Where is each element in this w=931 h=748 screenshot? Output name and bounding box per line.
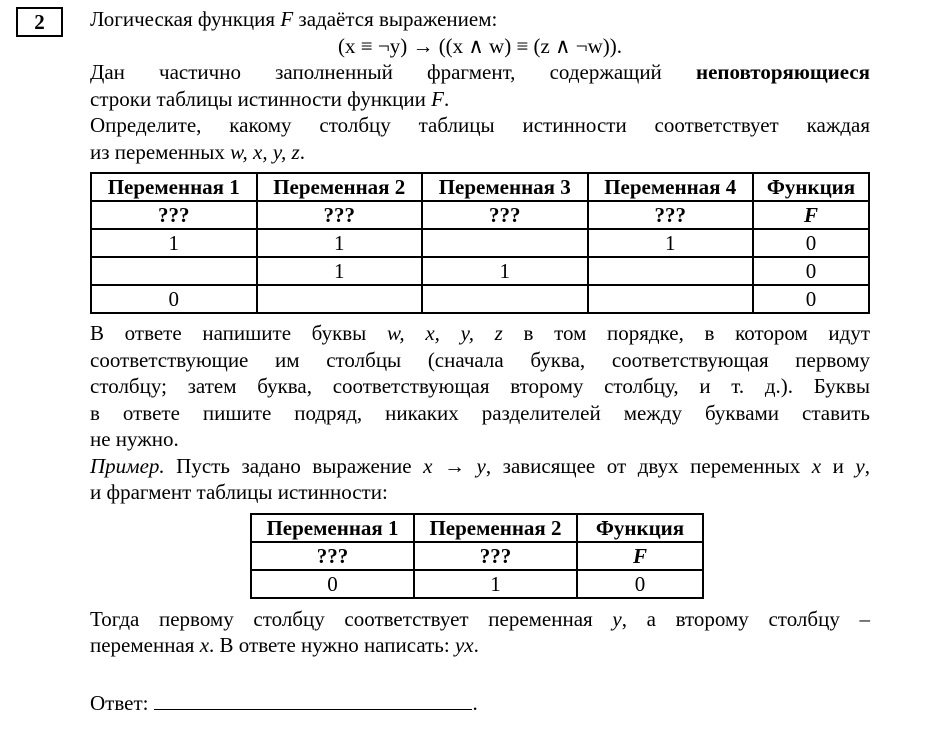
table-cell	[91, 257, 257, 285]
header-cell: Функция	[577, 514, 703, 542]
fragment-line-2	[90, 86, 870, 113]
header-cell: Функция	[753, 173, 869, 201]
table-row	[251, 570, 703, 598]
intro-text-pre: Логическая функция	[90, 7, 281, 31]
determine-vars: w, x, y, z	[230, 139, 300, 164]
conclusion-line-1	[90, 606, 870, 633]
example-line-2: и фрагмент таблицы истинности:	[90, 480, 388, 504]
determine-line-2	[90, 139, 870, 166]
table-cell: 1	[414, 570, 577, 598]
instruction-line-2: соответствующие им столбцы (сначала буква, соответствующая первому	[90, 347, 870, 372]
instruction-vars: w, x, y, z	[386, 321, 503, 345]
intro-line	[90, 6, 870, 33]
fragment-bold: неповторяющиеся	[695, 60, 870, 84]
header-cell: Переменная 4	[588, 173, 754, 201]
answer-end: .	[472, 690, 478, 715]
fragment-text: Дан частично заполненный фрагмент, содержащий	[90, 60, 696, 84]
table-cell: 0	[753, 285, 869, 313]
example-text: , зависящее от двух переменных	[485, 453, 812, 478]
instruction-line-1	[90, 320, 870, 347]
function-cell: F	[753, 201, 869, 229]
header-cell: Переменная 2	[257, 173, 423, 201]
table-cell	[588, 285, 754, 313]
table-cell: 0	[753, 229, 869, 257]
task-number: 2	[16, 7, 63, 37]
example-var-y: y	[855, 453, 865, 478]
table-cell	[422, 229, 588, 257]
example-text: и	[821, 453, 856, 478]
example-line-1	[90, 453, 870, 480]
task-content	[90, 6, 870, 716]
example-text: ,	[864, 453, 870, 478]
conclusion-line-2	[90, 632, 870, 659]
table-cell: 1	[257, 257, 423, 285]
header-cell: Переменная 1	[91, 173, 257, 201]
conclusion-text: , а второму столбцу –	[621, 606, 870, 631]
determine-line-1: Определите, какому столбцу таблицы истинности соответствует каждая	[90, 113, 870, 137]
instruction-text: в том порядке, в котором идут	[502, 321, 871, 345]
intro-text-post: задаётся выражением:	[293, 7, 498, 31]
table-cell	[422, 285, 588, 313]
example-label: Пример.	[90, 453, 165, 478]
conclusion-period: .	[473, 633, 479, 657]
table-cell	[588, 257, 754, 285]
truth-table-q-row	[91, 201, 869, 229]
q-cell: ???	[414, 542, 577, 570]
truth-table	[90, 172, 870, 314]
instruction-line-4: в ответе пишите подряд, никаких разделителей между буквами ставить	[90, 400, 870, 425]
formula	[90, 33, 870, 60]
example-var-x: x	[811, 453, 822, 478]
instruction-line-5: не нужно.	[90, 427, 179, 451]
fragment-var-f: F	[431, 86, 444, 111]
function-cell: F	[577, 542, 703, 570]
conclusion-text: . В ответе нужно написать:	[209, 633, 455, 657]
table-cell: 1	[422, 257, 588, 285]
determine-text: из переменных	[90, 139, 231, 164]
q-cell: ???	[91, 201, 257, 229]
example-expr: x → y	[423, 453, 486, 478]
instruction-text: В ответе напишите буквы	[90, 321, 387, 345]
example-text: Пусть задано выражение	[164, 453, 424, 478]
determine-period: .	[299, 139, 305, 164]
conclusion-answer: yx	[454, 633, 474, 657]
formula-text: (x ≡ ¬y) → ((x ∧ w) ≡ (z ∧ ¬w)).	[338, 33, 622, 58]
table-cell: 0	[251, 570, 414, 598]
conclusion-text: Тогда первому столбцу соответствует переменная	[90, 606, 613, 631]
table-row	[91, 285, 869, 313]
header-cell: Переменная 3	[422, 173, 588, 201]
example-header-row	[251, 514, 703, 542]
table-cell: 1	[588, 229, 754, 257]
conclusion-var-x: x	[199, 633, 210, 657]
conclusion-var-y: y	[612, 606, 622, 631]
table-row	[91, 257, 869, 285]
q-cell: ???	[257, 201, 423, 229]
q-cell: ???	[422, 201, 588, 229]
fragment-period: .	[443, 86, 450, 111]
fragment-line-1	[90, 59, 870, 86]
fragment-text-2: строки таблицы истинности функции	[90, 86, 432, 111]
header-cell: Переменная 1	[251, 514, 414, 542]
example-table	[250, 513, 704, 599]
instruction-line-3: столбцу; затем буква, соответствующая второму столбцу, и т. д.). Буквы	[90, 374, 870, 398]
intro-var-f: F	[280, 7, 294, 31]
table-cell	[257, 285, 423, 313]
q-cell: ???	[588, 201, 754, 229]
answer-row	[90, 689, 870, 717]
q-cell: ???	[251, 542, 414, 570]
truth-table-header-row	[91, 173, 869, 201]
table-cell: 0	[91, 285, 257, 313]
answer-label: Ответ:	[90, 690, 149, 715]
table-cell: 1	[257, 229, 423, 257]
table-row	[91, 229, 869, 257]
example-q-row	[251, 542, 703, 570]
conclusion-text: переменная	[90, 633, 200, 657]
table-cell: 0	[577, 570, 703, 598]
table-cell: 0	[753, 257, 869, 285]
table-cell: 1	[91, 229, 257, 257]
header-cell: Переменная 2	[414, 514, 577, 542]
answer-field[interactable]	[154, 689, 472, 710]
